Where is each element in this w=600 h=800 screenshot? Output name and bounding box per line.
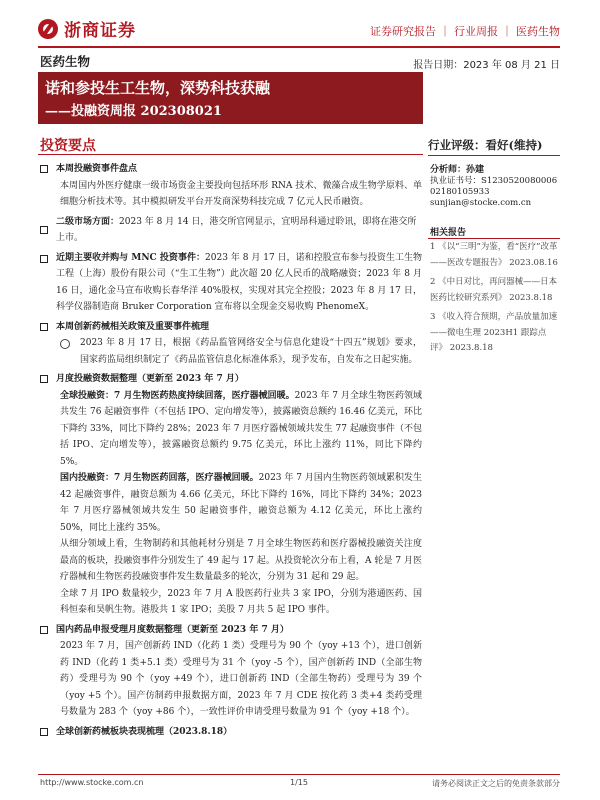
list-item: 2023 年 8 月 17 日，根据《药品监管网络安全与信息化建设“十四五”规划》要求，国家药监局组织制定了《药品监管信息化标准体系》，现予发布，自发布之日起实施。: [40, 335, 422, 368]
page-number: 1/15: [290, 778, 308, 787]
report-type-breadcrumb: 证券研究报告 ｜ 行业周报 ｜ 医药生物: [370, 25, 560, 38]
bullet-heading: 近期主要收并购与 MNC 投资事件：2023 年 8 月 17 日，诺和控股宣布参与投资生工生物工程（上海）股份有限公司（“生工生物”）此次超 20 亿人民币的战略融资；2023 年 8 月 16 日，通化金马宣布收购长春华洋 40%股权，实现对其完全控股；2023 年 8 月 17 日，科学仪器制造商 Bruker Corporation 宣布将以全现金交易收购 PhenomeX。: [40, 250, 422, 316]
section-heading: 投资要点: [40, 138, 96, 154]
paragraph: 国内投融资：7 月生物医药回落，医疗器械回暖。2023 年 7 月国内生物医药领域累积发生 42 起融资事件，融资总额为 4.66 亿美元，环比下降约 16%，同比下降约 34%；2023 年 7 月医疗器械领域共发生 50 起融资事件，融资总额为 4.12 亿美元，环比上涨约 50%，同比上涨约 35%。: [60, 473, 422, 533]
square-bullet-icon: [40, 226, 48, 234]
square-bullet-icon: [40, 728, 48, 736]
bullet-heading: 国内药品申报受理月度数据整理（更新至 2023 年 7 月）: [40, 622, 422, 639]
bullet-heading: 月度投融资数据整理（更新至 2023 年 7 月）: [40, 371, 422, 388]
bullet-heading: 全球创新药械板块表现梳理（2023.8.18）: [40, 724, 422, 741]
bullet-heading: 本周投融资事件盘点: [40, 161, 422, 178]
square-bullet-icon: [40, 255, 48, 263]
paragraph: 2023 年 7 月，国产创新药 IND（化药 1 类）受理号为 90 个（yoy +13 个），进口创新药 IND（化药 1 类+5.1 类）受理号为 31 个（yoy -5 个），国产创新药 IND（全部生物药）受理号为 90 个（yoy +49 个），进口创新药 IND（全部生物药）受理号为 39 个（yoy +5 个）。国产仿制药申报数据方面，2023 年 7 月 CDE 按化药 3 类+4 类药受理号数量为 283 个（yoy +86 个），一致性评价申请受理号数量为 91 个（yoy +18 个）。: [60, 641, 422, 717]
related-reports-heading: 相关报告: [430, 228, 467, 238]
circle-bullet-icon: [60, 339, 70, 349]
square-bullet-icon: [40, 375, 48, 383]
header-divider: [38, 46, 560, 48]
related-report-item[interactable]: 1 《以“三明”为鉴，看“医疗”改革——医改专题报告》 2023.08.16: [430, 242, 558, 268]
report-title: 诺和参投生工生物，深势科技获融: [45, 79, 271, 97]
bullet-heading: 本周创新药械相关政策及重要事件梳理: [40, 319, 422, 336]
logo-text: 浙商证券: [64, 21, 136, 41]
sidebar-divider: [428, 238, 560, 239]
main-content: [40, 158, 422, 740]
section-divider: [38, 154, 423, 155]
footer-website-link[interactable]: http://www.stocke.com.cn: [40, 778, 144, 787]
related-report-item[interactable]: 3 《收入符合预期，产品放量加速——微电生理 2023H1 跟踪点评》 2023.8.18: [430, 312, 558, 353]
company-logo: [38, 16, 136, 41]
industry-rating: 行业评级：看好(维持): [428, 138, 543, 152]
analyst-email[interactable]: sunjian@stocke.com.cn: [430, 198, 532, 208]
license-number: 执业证书号：S1230520080006: [430, 176, 558, 186]
logo-icon: [38, 19, 58, 39]
paragraph: 全球投融资：7 月生物医药热度持续回落，医疗器械回暖。2023 年 7 月全球生物医药领域共发生 76 起融资事件（不包括 IPO、定向增发等），披露融资总额约 16.46 亿美元，环比下降约 33%，同比下降约 28%；2023 年 7 月医疗器械领域共发生 77 起融资事件（不包括 IPO、定向增发等），披露融资总额约 9.75 亿美元，环比上涨约 11%，同比下降约 5%。: [60, 390, 422, 467]
square-bullet-icon: [40, 323, 48, 331]
industry-category: 医药生物: [40, 54, 91, 69]
paragraph: 本周国内外医疗健康一级市场资金主要投向包括环形 RNA 技术、微藻合成生物学原料、单细胞分析技术等。其中模拟研发平台开发商深势科技完成 7 亿元人民币融资。: [60, 180, 422, 207]
square-bullet-icon: [40, 626, 48, 634]
related-report-item[interactable]: 2 《中日对比，再问器械——日本医药比较研究系列》 2023.8.18: [430, 277, 558, 303]
report-date: 报告日期：2023 年 08 月 21 日: [413, 60, 560, 71]
analyst-phone: 02180105933: [430, 187, 490, 197]
related-reports-list: [430, 240, 562, 361]
square-bullet-icon: [40, 165, 48, 173]
footer-disclaimer: 请务必阅读正文之后的免责条款部分: [432, 779, 560, 788]
footer-divider: [38, 774, 560, 775]
report-subtitle: ——投融资周报 202308021: [45, 104, 222, 119]
paragraph: 从细分领域上看，生物制药和其他耗材分别是 7 月全球生物医药和医疗器械投融资关注度最高的板块，投融资事件分别发生了 49 起与 17 起。从投资轮次分布上看，A 轮是 7 月医疗器械和生物医药投融资事件发生数量最多的轮次，分别为 31 起和 29 起。: [60, 539, 422, 582]
paragraph: 全球 7 月 IPO 数量较少，2023 年 7 月 A 股医药行业共 3 家 IPO，分别为港通医药、国科恒泰和昊帆生物。港股共 1 家 IPO；美股 7 月共 5 起 IPO 事件。: [60, 588, 422, 615]
sidebar-divider: [428, 155, 560, 156]
analyst-info: [430, 165, 564, 209]
analyst-name: 分析师：孙建: [430, 165, 485, 175]
bullet-heading: 二级市场方面：2023 年 8 月 14 日，港交所官网显示，宜明昂科通过聆讯，即将在港交所上市。: [40, 214, 422, 247]
